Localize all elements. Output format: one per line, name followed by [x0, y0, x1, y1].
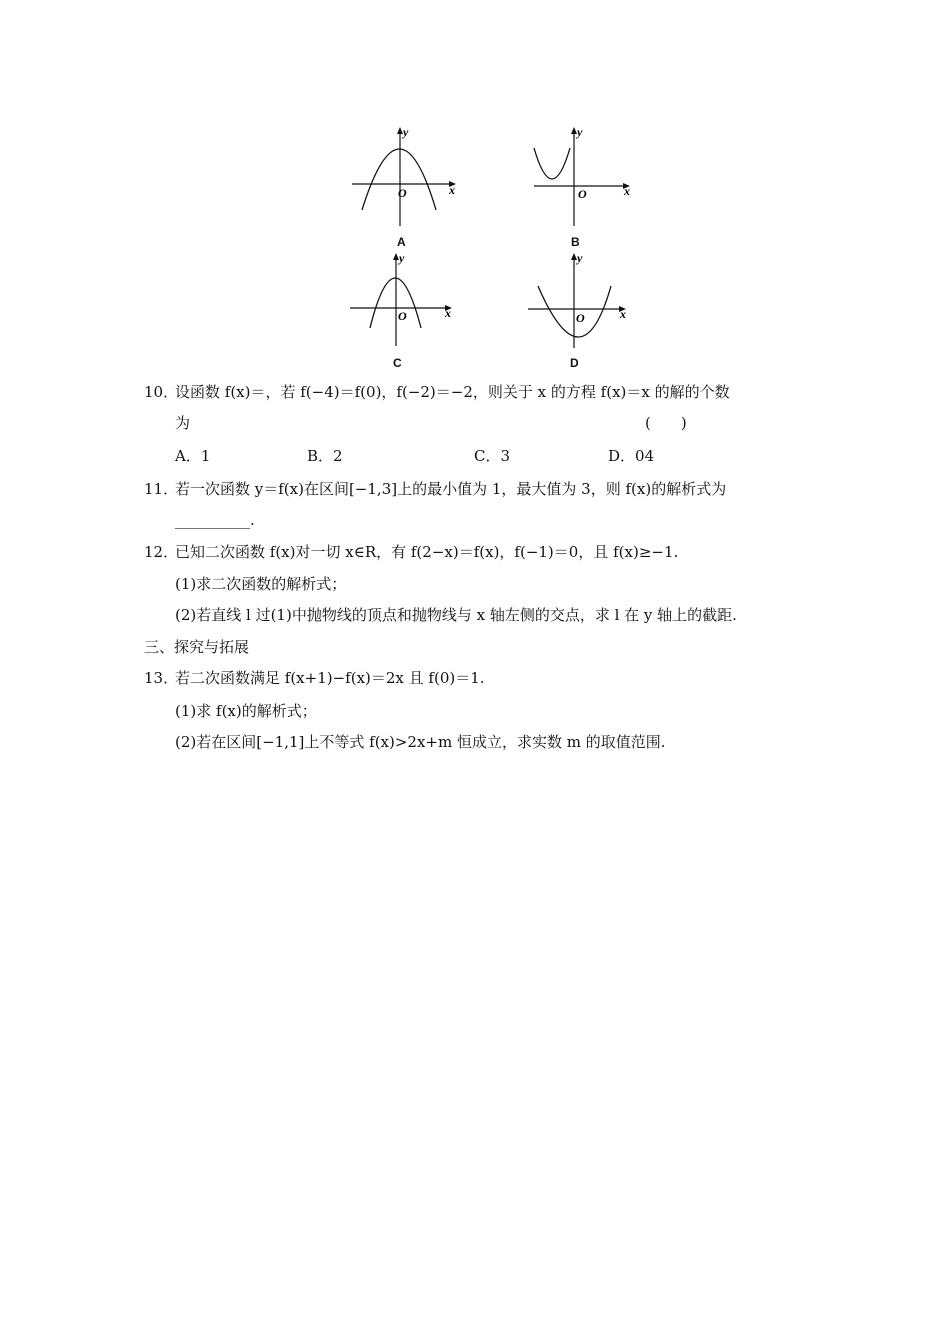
q10-number: 10． [144, 383, 179, 401]
y-axis-label: y [399, 251, 405, 265]
x-axis-label: x [624, 184, 630, 198]
q10-option-a: A．1 [175, 447, 211, 465]
q12-number: 12． [144, 543, 179, 561]
q10-text-continued: 为 [175, 414, 191, 432]
y-axis-label: y [577, 125, 583, 139]
q10-option-d: D．04 [608, 447, 655, 465]
q13-part2-text: (2)若在区间[−1,1]上不等式 f(x)>2x+m 恒成立，求实数 m 的取值范围. [175, 733, 666, 751]
graph-b [528, 122, 648, 232]
graph-a [346, 122, 466, 232]
graph-d-label: D [570, 356, 579, 370]
graph-c [346, 250, 466, 350]
graph-c-label: C [393, 356, 402, 370]
q12-part1-text: (1)求二次函数的解析式； [175, 575, 347, 593]
x-axis-label: x [449, 183, 455, 197]
q11-text: 若一次函数 y＝f(x)在区间[−1,3]上的最小值为 1，最大值为 3，则 f(x)的解析式为 [175, 480, 727, 498]
q10-option-b: B．2 [307, 447, 343, 465]
y-axis-label: y [577, 251, 583, 265]
q11-answer-blank: __________. [175, 511, 255, 529]
y-axis-label: y [403, 125, 409, 139]
q10-option-c: C．3 [474, 447, 511, 465]
origin-label: O [398, 186, 407, 200]
q10-answer-bracket: ( ) [645, 414, 687, 432]
section-title: 三、探究与拓展 [144, 638, 250, 656]
q10-text: 设函数 f(x)＝，若 f(−4)＝f(0)，f(−2)＝−2，则关于 x 的方程 f(x)＝x 的解的个数 [175, 383, 730, 401]
origin-label: O [576, 311, 585, 325]
x-axis-label: x [445, 306, 451, 320]
x-axis-label: x [620, 307, 626, 321]
graph-b-label: B [571, 235, 580, 249]
graph-d [524, 250, 644, 350]
graph-a-label: A [397, 235, 406, 249]
origin-label: O [398, 309, 407, 323]
q13-number: 13． [144, 669, 179, 687]
q13-part1-text: (1)求 f(x)的解析式； [175, 702, 317, 720]
q11-number: 11． [144, 480, 179, 498]
q13-text: 若二次函数满足 f(x+1)−f(x)＝2x 且 f(0)＝1. [175, 669, 485, 687]
origin-label: O [578, 187, 587, 201]
q12-text: 已知二次函数 f(x)对一切 x∈R，有 f(2−x)＝f(x)，f(−1)＝0，且 f(x)≥−1. [175, 543, 679, 561]
q12-part2-text: (2)若直线 l 过(1)中抛物线的顶点和抛物线与 x 轴左侧的交点，求 l 在 y 轴上的截距. [175, 606, 737, 624]
